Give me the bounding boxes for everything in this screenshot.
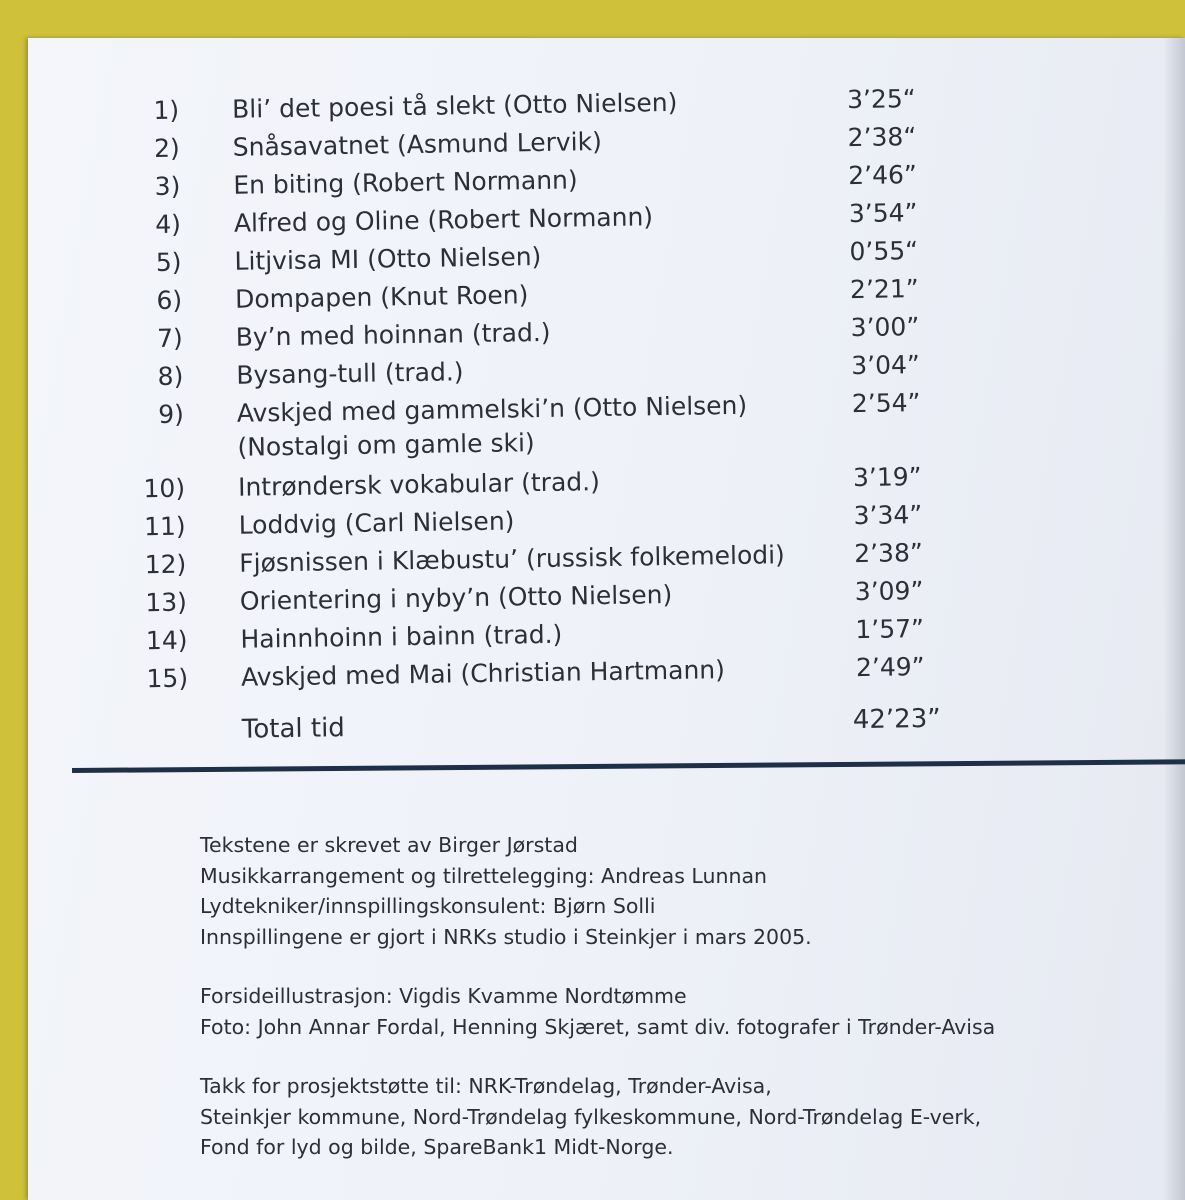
track-title: Litjvisa MI (Otto Nielsen)	[234, 241, 542, 276]
track-number: 15)	[146, 663, 189, 694]
track-duration: 0’55“	[849, 236, 919, 267]
credit-line: Lydtekniker/innspillingskonsulent: Bjørn Solli	[200, 894, 656, 918]
track-duration: 2’38“	[847, 122, 917, 153]
track-number: 5)	[155, 247, 182, 278]
track-number: 3)	[154, 171, 181, 202]
track-number: 1)	[153, 95, 180, 126]
credit-line: Innspillingene er gjort i NRKs studio i Steinkjer i mars 2005.	[200, 924, 812, 949]
track-title: Fjøsnissen i Klæbustu’ (russisk folkemelodi)	[239, 540, 786, 578]
track-number: 6)	[156, 285, 183, 316]
total-label: Total tid	[241, 713, 346, 745]
track-subtitle: (Nostalgi om gamle ski)	[237, 428, 535, 462]
credit-line: Steinkjer kommune, Nord-Trøndelag fylkeskommune, Nord-Trøndelag E-verk,	[200, 1104, 982, 1129]
track-title: En biting (Robert Normann)	[233, 165, 578, 200]
track-title: Bli’ det poesi tå slekt (Otto Nielsen)	[231, 87, 678, 124]
track-duration: 2’21”	[849, 274, 919, 305]
track-duration: 2’54”	[851, 388, 921, 419]
divider-rule	[72, 759, 1185, 773]
credit-line: Forsideillustrasjon: Vigdis Kvamme Nordtømme	[200, 984, 687, 1008]
credit-line: Takk for prosjektstøtte til: NRK-Trøndelag, Trønder-Avisa,	[200, 1074, 772, 1098]
track-duration: 3’09”	[854, 576, 924, 607]
track-title: Loddvig (Carl Nielsen)	[238, 506, 515, 540]
track-title: Hainnhoinn i bainn (trad.)	[240, 619, 563, 654]
track-number: 9)	[158, 399, 185, 429]
track-duration: 3’00”	[850, 312, 920, 343]
track-title: Snåsavatnet (Asmund Lervik)	[232, 127, 603, 162]
credit-line: Foto: John Annar Fordal, Henning Skjæret, samt div. fotografer i Trønder-Avisa	[200, 1014, 996, 1039]
track-number: 11)	[143, 511, 186, 542]
track-title: Avskjed med Mai (Christian Hartmann)	[240, 655, 726, 692]
track-title: Alfred og Oline (Robert Normann)	[233, 202, 654, 238]
booklet-page	[28, 38, 1185, 1200]
track-title: Avskjed med gammelski’n (Otto Nielsen)	[236, 390, 748, 428]
total-duration: 42’23”	[852, 703, 941, 736]
track-title: Orientering i nyby’n (Otto Nielsen)	[239, 579, 673, 616]
track-title: Bysang-tull (trad.)	[236, 357, 464, 390]
track-number: 10)	[143, 473, 186, 504]
track-title: Dompapen (Knut Roen)	[234, 280, 529, 314]
track-number: 12)	[144, 549, 187, 580]
track-duration: 1’57”	[855, 614, 925, 645]
track-duration: 3’04”	[851, 350, 921, 381]
track-duration: 3’34”	[853, 500, 923, 531]
track-number: 2)	[153, 133, 180, 164]
track-list	[28, 20, 1185, 745]
track-number: 8)	[157, 361, 184, 392]
credit-line: Tekstene er skrevet av Birger Jørstad	[200, 833, 578, 857]
track-duration: 2’38”	[853, 538, 924, 569]
track-number: 14)	[145, 625, 188, 656]
track-duration: 3’54”	[848, 198, 918, 229]
track-duration: 3’19”	[852, 462, 922, 493]
credit-line: Fond for lyd og bilde, SpareBank1 Midt-Norge.	[200, 1135, 674, 1159]
track-number: 7)	[156, 323, 183, 354]
track-duration: 3’25“	[846, 84, 916, 115]
credit-line: Musikkarrangement og tilrettelegging: Andreas Lunnan	[200, 863, 768, 888]
track-duration: 2’46”	[848, 160, 918, 191]
credits-block	[200, 830, 995, 1163]
track-title: Intrøndersk vokabular (trad.)	[237, 467, 601, 502]
track-number: 13)	[145, 587, 188, 618]
track-title: By’n med hoinnan (trad.)	[235, 317, 551, 352]
track-duration: 2’49”	[855, 651, 925, 683]
track-number: 4)	[155, 209, 182, 240]
